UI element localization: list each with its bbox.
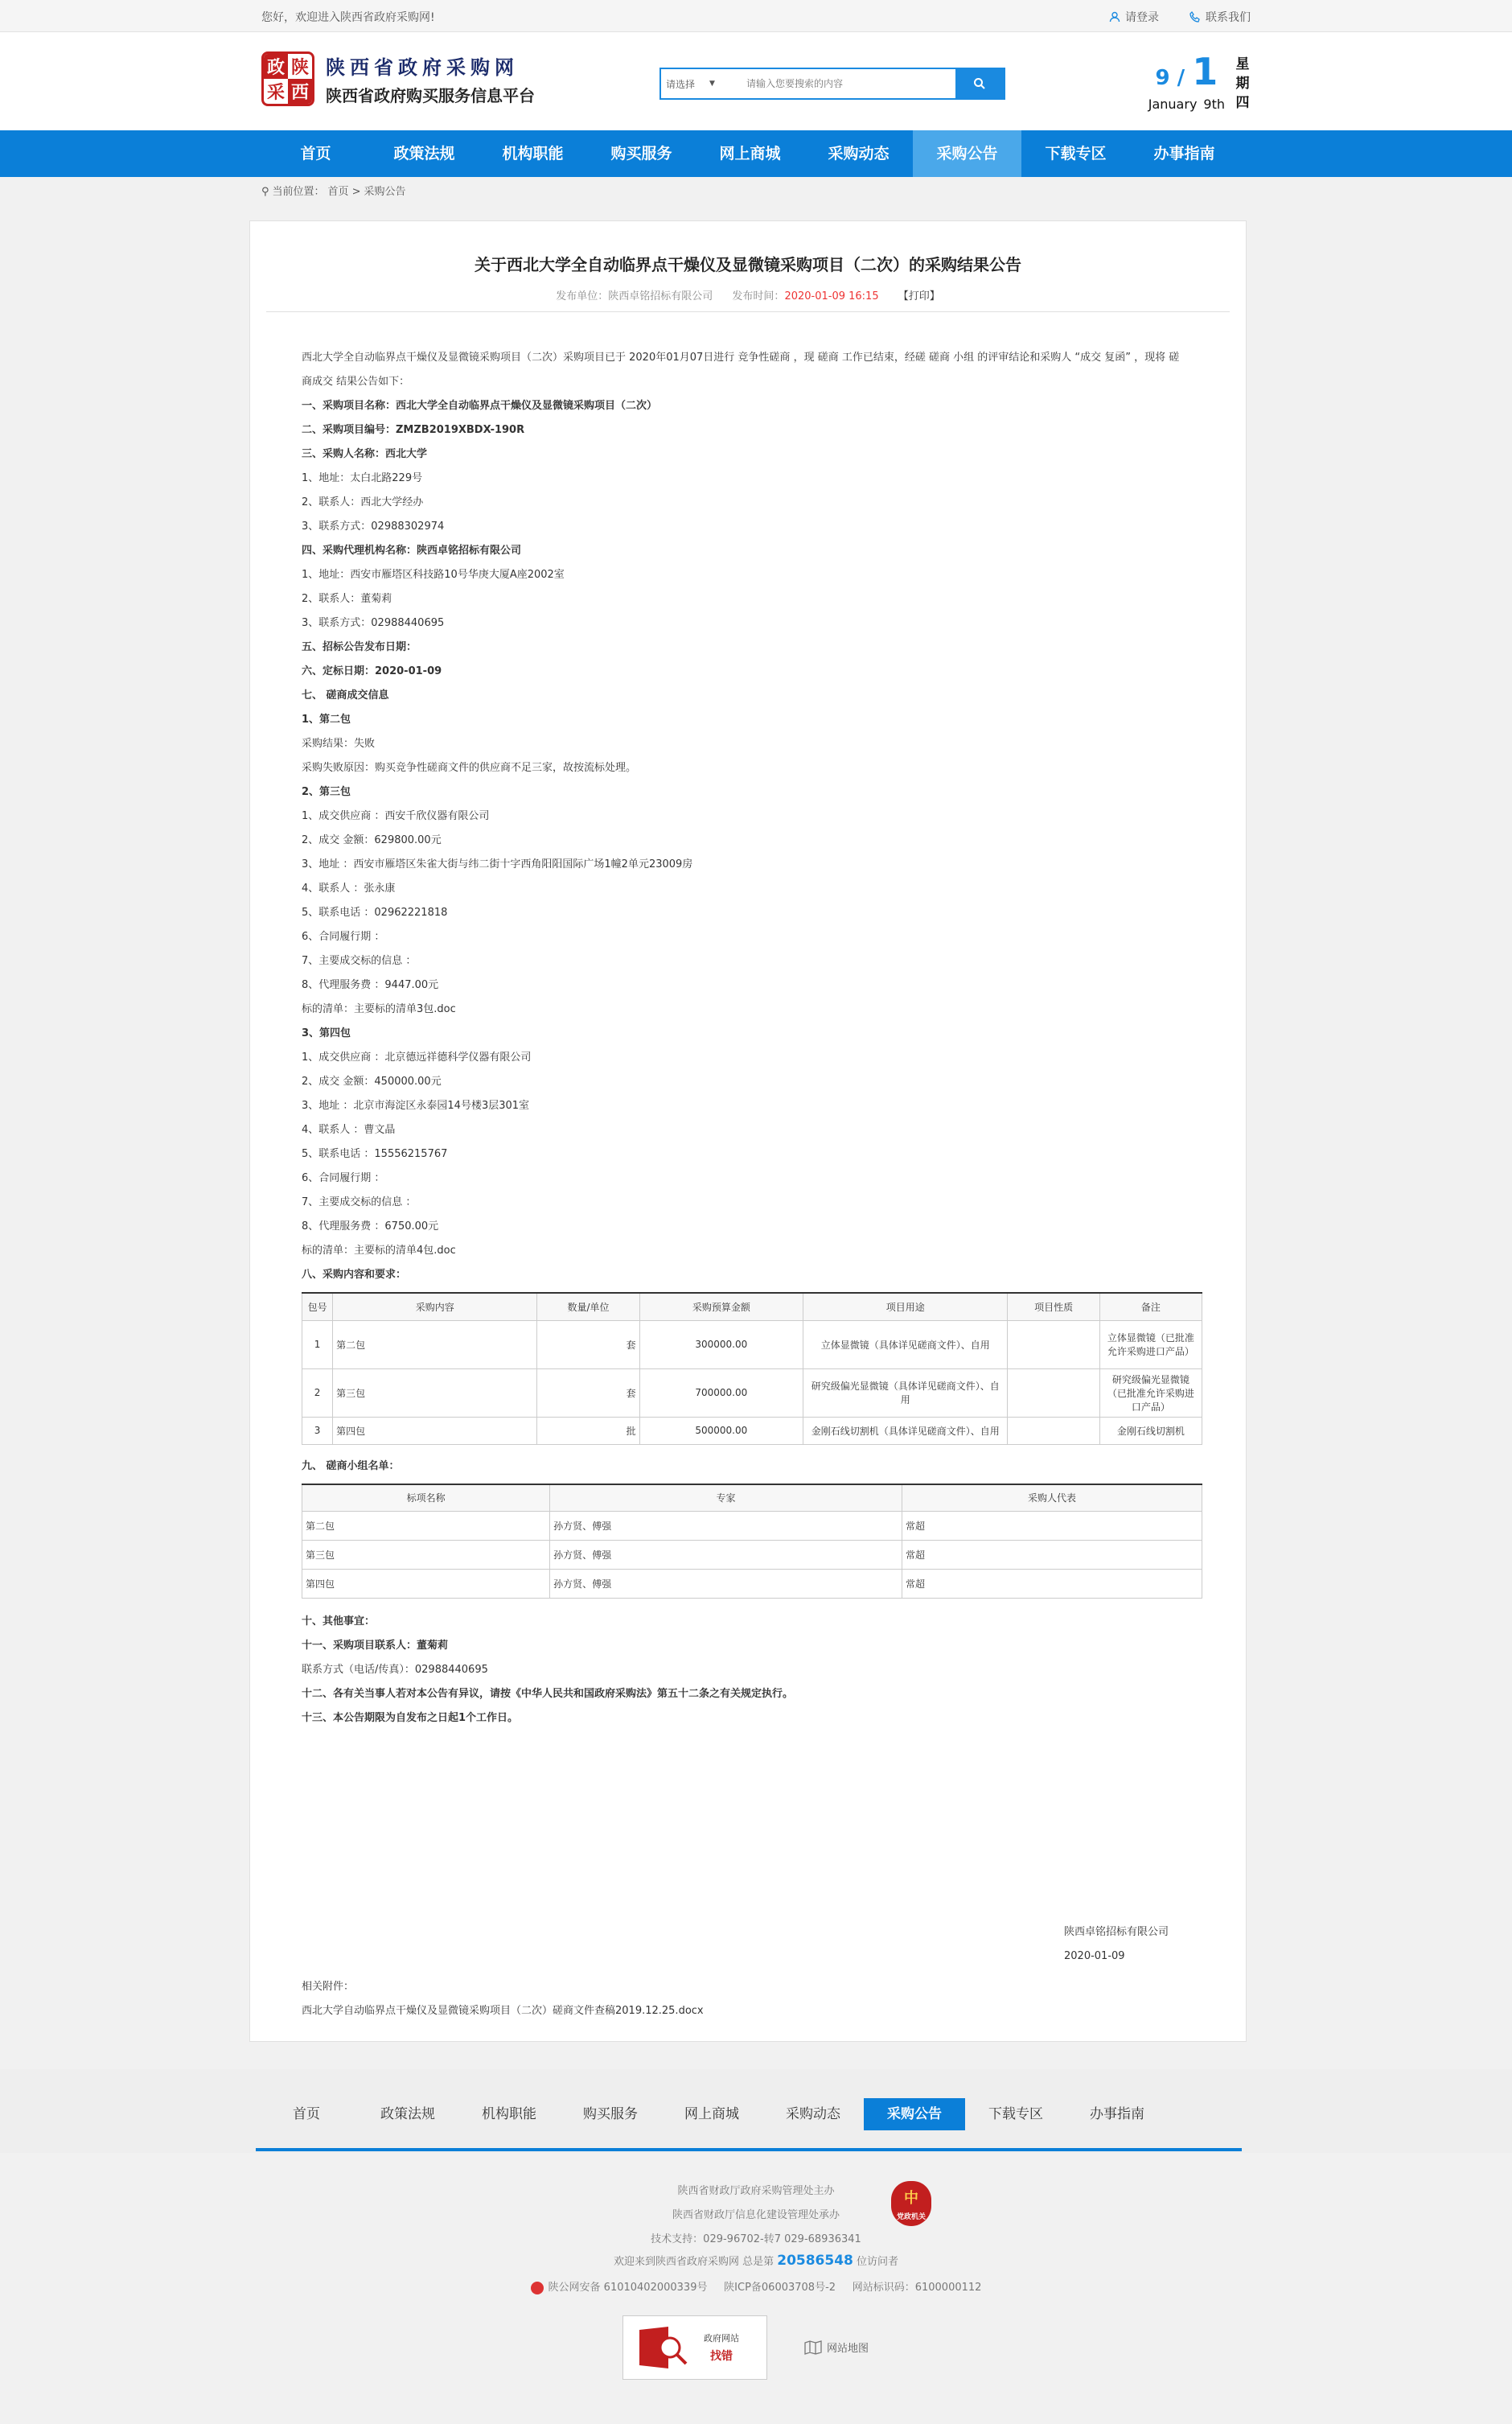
breadcrumb-home[interactable]: 首页 — [327, 186, 349, 198]
breadcrumb-label: 当前位置： — [272, 186, 325, 198]
table-cell: 金刚石线切割机 — [1099, 1417, 1202, 1444]
table-cell: 3 — [302, 1417, 333, 1444]
article-title: 关于西北大学全自动临界点干燥仪及显微镜采购项目（二次）的采购结果公告 — [475, 255, 1021, 274]
site-title: 陕西省政府采购网 — [326, 56, 519, 79]
table-header: 采购内容 — [333, 1293, 537, 1320]
info-line[interactable]: 标的清单：主要标的清单4包.doc — [302, 1245, 456, 1257]
divider — [266, 311, 1230, 312]
section-heading: 七、 磋商成交信息 — [302, 689, 389, 702]
info-line: 1、成交供应商 ：北京德远祥德科学仪器有限公司 — [302, 1051, 532, 1064]
info-line: 2、联系人：西北大学经办 — [302, 496, 424, 508]
attachments — [302, 1975, 704, 2023]
logo-seal — [261, 51, 314, 106]
footer — [0, 2153, 1512, 2424]
login-label: 请登录 — [1125, 11, 1159, 24]
sign-org: 陕西卓铭招标有限公司 — [1064, 1926, 1169, 1938]
table-header: 采购预算金额 — [639, 1293, 803, 1320]
info-line: 采购结果：失败 — [302, 738, 376, 750]
table-cell — [1008, 1320, 1099, 1368]
search-icon — [973, 77, 986, 90]
table-cell: 2 — [302, 1368, 333, 1417]
breadcrumb-separator: > — [351, 186, 361, 198]
table-header: 项目用途 — [803, 1293, 1008, 1320]
info-line: 8、代理服务费 ：9447.00元 — [302, 979, 439, 991]
user-icon — [1109, 11, 1120, 23]
table-cell: 套 — [537, 1368, 639, 1417]
search-button[interactable] — [955, 69, 1004, 98]
header — [0, 32, 1512, 130]
nav-item-services[interactable]: 购买服务 — [610, 145, 672, 163]
table-cell: 第四包 — [333, 1417, 537, 1444]
section-heading: 一、采购项目名称：西北大学全自动临界点干燥仪及显微镜采购项目（二次） — [302, 400, 658, 412]
publisher: 陕西卓铭招标有限公司 — [608, 290, 713, 302]
signature — [1064, 1920, 1169, 1969]
nav-item-news[interactable]: 采购动态 — [828, 145, 890, 163]
contact-label: 联系我们 — [1206, 11, 1251, 24]
main-nav — [0, 130, 1512, 177]
section-heading: 2、第三包 — [302, 786, 351, 798]
table-cell: 立体显微镜（已批准允许采购进口产品） — [1099, 1320, 1202, 1368]
seal-char: 陕 — [290, 57, 309, 78]
article-panel — [249, 220, 1247, 2042]
info-line: 5、联系电话 ：02962221818 — [302, 907, 448, 919]
footer-nav-news[interactable]: 采购动态 — [786, 2106, 840, 2122]
article-meta: 发布单位：陕西卓铭招标有限公司 发布时间：2020-01-09 16:15 【打印】 — [556, 290, 940, 302]
table-header: 采购人代表 — [902, 1484, 1202, 1512]
table-header: 标项名称 — [302, 1484, 550, 1512]
welcome-text: 您好，欢迎进入陕西省政府采购网! — [261, 11, 435, 24]
icp-record[interactable]: 陕ICP备06003708号-2 — [724, 2282, 836, 2294]
print-link[interactable]: 【打印】 — [898, 290, 940, 302]
table-cell: 研究级偏光显微镜（具体详见磋商文件）、自用 — [803, 1368, 1008, 1417]
footer-support: 技术支持：029-96702-转7 029-68936341 — [651, 2233, 861, 2245]
footer-nav-mall[interactable]: 网上商城 — [684, 2106, 739, 2122]
sitemap-link[interactable]: 网站地图 — [804, 2340, 869, 2355]
police-record[interactable]: 陕公网安备 61010402000339号 — [548, 2282, 708, 2294]
table-cell: 第四包 — [302, 1570, 550, 1599]
info-line: 3、联系方式：02988302974 — [302, 521, 445, 533]
site-logo[interactable] — [261, 51, 535, 106]
info-line: 联系方式（电话/传真）：02988440695 — [302, 1664, 488, 1676]
table-cell: 批 — [537, 1417, 639, 1444]
date-text: January 9th — [1148, 97, 1225, 112]
section-heading: 五、招标公告发布日期： — [302, 641, 417, 653]
info-line[interactable]: 标的清单：主要标的清单3包.doc — [302, 1003, 456, 1015]
table-row — [302, 1368, 1202, 1417]
table-cell: 500000.00 — [639, 1417, 803, 1444]
table-cell: 常超 — [902, 1512, 1202, 1541]
table-cell: 套 — [537, 1320, 639, 1368]
table-header: 项目性质 — [1008, 1293, 1099, 1320]
table-cell: 第三包 — [333, 1368, 537, 1417]
info-line: 3、联系方式：02988440695 — [302, 617, 445, 629]
info-line: 1、成交供应商 ：西安千欣仪器有限公司 — [302, 810, 490, 822]
table-cell: 第三包 — [302, 1541, 550, 1570]
procurement-table — [302, 1292, 1202, 1445]
gov-badge-icon[interactable]: 中 党政机关 — [891, 2181, 931, 2226]
breadcrumb — [0, 177, 1512, 208]
nav-item-home[interactable]: 首页 — [300, 145, 331, 163]
footer-nav-services[interactable]: 购买服务 — [583, 2106, 638, 2122]
footer-host: 陕西省财政厅政府采购管理处主办 — [677, 2185, 835, 2197]
nav-item-mall[interactable]: 网上商城 — [719, 145, 781, 163]
section-heading: 三、采购人名称：西北大学 — [302, 448, 428, 460]
table-cell: 立体显微镜（具体详见磋商文件）、自用 — [803, 1320, 1008, 1368]
info-line: 采购失败原因：购买竞争性磋商文件的供应商不足三家，故按流标处理。 — [302, 762, 637, 774]
footer-nav-org[interactable]: 机构职能 — [482, 2106, 536, 2122]
footer-nav-announcements[interactable]: 采购公告 — [864, 2098, 965, 2130]
section-heading: 十二、各有关当事人若对本公告有异议，请按《中华人民共和国政府采购法》第五十二条之有关规定执行。 — [302, 1688, 794, 1700]
footer-nav-bar — [256, 2148, 1242, 2151]
seal-char: 采 — [266, 82, 285, 103]
info-line: 5、联系电话 ：15556215767 — [302, 1148, 448, 1160]
section-heading: 十三、本公告期限为自发布之日起1个工作日。 — [302, 1712, 519, 1724]
info-line: 7、主要成交标的信息 ： — [302, 955, 417, 967]
search-box — [659, 68, 1005, 100]
table-header: 包号 — [302, 1293, 333, 1320]
attach-file-link[interactable]: 西北大学自动临界点干燥仪及显微镜采购项目（二次）磋商文件查稿2019.12.25.docx — [302, 2005, 704, 2017]
info-line: 2、联系人：董菊莉 — [302, 593, 392, 605]
footer-nav-home[interactable]: 首页 — [293, 2106, 320, 2122]
publish-time: 2020-01-09 16:15 — [784, 290, 879, 302]
magnifier-icon — [638, 2325, 697, 2370]
attach-label: 相关附件： — [302, 1981, 355, 1993]
caret-down-icon: ▼ — [709, 80, 715, 88]
info-line: 4、联系人 ：曹文晶 — [302, 1124, 396, 1136]
article-tail — [302, 1610, 1186, 1731]
map-icon — [804, 2340, 822, 2355]
section-heading: 八、采购内容和要求： — [302, 1269, 407, 1281]
table-cell: 1 — [302, 1320, 333, 1368]
info-line: 2、成交 金额：450000.00元 — [302, 1076, 442, 1088]
nav-item-policy[interactable]: 政策法规 — [393, 145, 455, 163]
table-cell: 常超 — [902, 1541, 1202, 1570]
date-numeric: 9 / 1 — [1155, 50, 1218, 93]
table-cell: 孙方贤、傅强 — [550, 1570, 902, 1599]
info-line: 4、联系人 ：张永康 — [302, 883, 396, 895]
table-header: 备注 — [1099, 1293, 1202, 1320]
article-lines — [302, 394, 1186, 1287]
table-row — [302, 1512, 1202, 1541]
table-cell: 第二包 — [333, 1320, 537, 1368]
table-cell: 孙方贤、傅强 — [550, 1512, 902, 1541]
table-cell: 300000.00 — [639, 1320, 803, 1368]
info-line: 6、合同履行期 ： — [302, 931, 385, 943]
table-cell: 700000.00 — [639, 1368, 803, 1417]
table-cell — [1008, 1417, 1099, 1444]
search-category-select[interactable] — [661, 69, 742, 98]
table-cell: 孙方贤、傅强 — [550, 1541, 902, 1570]
table-header: 专家 — [550, 1484, 902, 1512]
seal-char: 西 — [288, 79, 312, 104]
nav-item-guide[interactable]: 办事指南 — [1153, 145, 1215, 163]
info-line: 3、地址 ：西安市雁塔区朱雀大街与纬二街十字西角阳阳国际广场1幢2单元23009房 — [302, 858, 693, 870]
info-line: 1、地址：西安市雁塔区科技路10号华庚大厦A座2002室 — [302, 569, 565, 581]
section-heading: 十、其他事宜： — [302, 1615, 376, 1628]
nav-item-announcements[interactable]: 采购公告 — [913, 130, 1021, 177]
section-9-heading: 九、 磋商小组名单： — [302, 1459, 400, 1472]
footer-nav-policy[interactable]: 政策法规 — [380, 2106, 435, 2122]
seal-char: 政 — [264, 54, 288, 79]
article-body — [302, 346, 1194, 1731]
footer-visits: 欢迎来到陕西省政府采购网 总是第 20586548 位访问者 — [613, 2253, 899, 2269]
nav-item-downloads[interactable]: 下载专区 — [1045, 145, 1107, 163]
section-heading: 四、采购代理机构名称：陕西卓铭招标有限公司 — [302, 545, 522, 557]
footer-nav-guide[interactable]: 办事指南 — [1090, 2106, 1144, 2122]
breadcrumb-current[interactable]: 采购公告 — [364, 186, 406, 198]
section-heading: 1、第二包 — [302, 714, 351, 726]
error-report-badge[interactable]: 政府网站 找错 — [622, 2315, 767, 2380]
info-line: 6、合同履行期 ： — [302, 1172, 385, 1184]
table-row — [302, 1417, 1202, 1444]
info-line: 7、主要成交标的信息 ： — [302, 1196, 417, 1208]
site-code: 网站标识码：6100000112 — [852, 2282, 982, 2294]
date-widget — [1148, 50, 1251, 113]
footer-nav — [0, 2069, 1512, 2153]
police-badge-icon — [531, 2282, 544, 2294]
intro-paragraph: 西北大学全自动临界点干燥仪及显微镜采购项目（二次）采购项目已于 2020年01月07日进行 竞争性磋商 ，现 磋商 工作已结束，经磋 磋商 小组 的评审结论和采购人 “成交 复函” ，现将 磋商成交 结果公告如下： — [302, 352, 1180, 388]
info-line: 1、地址：太白北路229号 — [302, 472, 423, 484]
section-heading: 3、第四包 — [302, 1027, 351, 1039]
top-bar — [0, 0, 1512, 32]
table-header: 数量/单位 — [537, 1293, 639, 1320]
section-heading: 二、采购项目编号：ZMZB2019XBDX-190R — [302, 424, 525, 436]
weekday: 星 期 四 — [1235, 56, 1250, 111]
table-cell: 常超 — [902, 1570, 1202, 1599]
panel-table — [302, 1484, 1202, 1599]
footer-maint: 陕西省财政厅信息化建设管理处承办 — [672, 2209, 840, 2221]
table-cell: 研究级偏光显微镜（已批准允许采购进口产品） — [1099, 1368, 1202, 1417]
nav-item-org[interactable]: 机构职能 — [502, 145, 564, 163]
search-category-value: 请选择 — [666, 78, 696, 90]
location-pin-icon: ⚲ — [261, 186, 269, 198]
search-input[interactable] — [742, 69, 955, 98]
table-row — [302, 1570, 1202, 1599]
section-heading: 十一、采购项目联系人：董菊莉 — [302, 1640, 449, 1652]
table-cell: 金刚石线切割机（具体详见磋商文件）、自用 — [803, 1417, 1008, 1444]
contact-link[interactable] — [1189, 9, 1251, 25]
info-line: 2、成交 金额：629800.00元 — [302, 834, 442, 846]
footer-nav-downloads[interactable]: 下载专区 — [988, 2106, 1043, 2122]
visit-counter: 20586548 — [777, 2253, 853, 2269]
site-subtitle: 陕西省政府购买服务信息平台 — [326, 86, 535, 105]
info-line: 3、地址 ：北京市海淀区永泰园14号楼3层301室 — [302, 1100, 530, 1112]
table-row — [302, 1320, 1202, 1368]
table-cell — [1008, 1368, 1099, 1417]
footer-records — [0, 2278, 1512, 2294]
table-cell: 第二包 — [302, 1512, 550, 1541]
section-heading: 六、定标日期：2020-01-09 — [302, 665, 442, 677]
info-line: 8、代理服务费 ：6750.00元 — [302, 1220, 439, 1233]
table-row — [302, 1541, 1202, 1570]
sign-date: 2020-01-09 — [1064, 1950, 1125, 1962]
login-link[interactable] — [1109, 9, 1159, 25]
phone-icon — [1189, 11, 1201, 23]
